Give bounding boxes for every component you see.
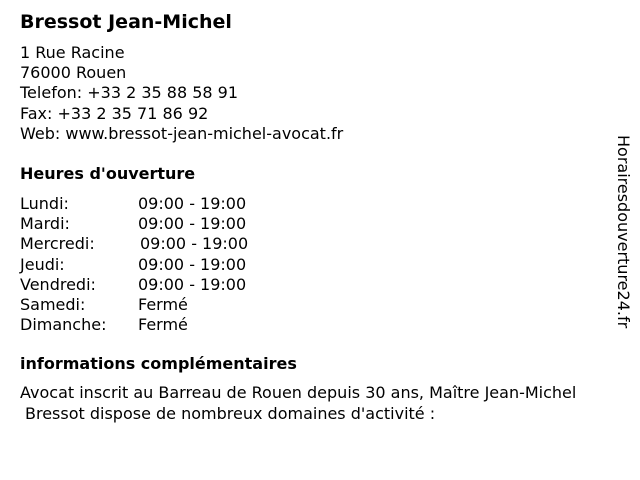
hours-day: Samedi: [20, 294, 86, 314]
hours-time: 09:00 - 19:00 [138, 274, 247, 294]
hours-row-saturday [20, 295, 320, 315]
hours-day: Jeudi: [20, 254, 65, 274]
hours-row-monday [20, 194, 320, 214]
brand-text: Horairesdouverture24.fr [614, 135, 633, 329]
hours-row-tuesday [20, 214, 320, 234]
hours-row-sunday [20, 315, 320, 335]
contact-block [20, 43, 343, 144]
business-name: Bressot Jean-Michel [20, 11, 232, 33]
hours-time: Fermé [138, 315, 188, 335]
info-line: Bressot dispose de nombreux domaines d'activité : [25, 403, 436, 423]
vertical-brand-watermark [612, 135, 634, 345]
phone-number: Telefon: +33 2 35 88 58 91 [20, 83, 239, 103]
hours-day: Mardi: [20, 214, 70, 234]
hours-time: 09:00 - 19:00 [138, 254, 247, 274]
street-address: 1 Rue Racine [20, 43, 125, 62]
hours-day: Lundi: [20, 194, 69, 213]
info-heading: informations complémentaires [20, 354, 297, 373]
hours-day: Mercredi: [20, 234, 95, 254]
hours-day: Vendredi: [20, 274, 96, 294]
hours-time: 09:00 - 19:00 [138, 214, 247, 234]
hours-time: 09:00 - 19:00 [138, 194, 247, 213]
hours-time: Fermé [138, 294, 188, 314]
hours-row-friday [20, 275, 320, 295]
hours-row-thursday [20, 255, 320, 275]
opening-hours-table [20, 194, 320, 335]
website: Web: www.bressot-jean-michel-avocat.fr [20, 123, 344, 143]
info-description [20, 383, 640, 424]
hours-day: Dimanche: [20, 315, 107, 335]
fax-number: Fax: +33 2 35 71 86 92 [20, 103, 209, 123]
hours-heading: Heures d'ouverture [20, 164, 196, 183]
city-address: 76000 Rouen [20, 63, 127, 83]
hours-time: 09:00 - 19:00 [140, 234, 249, 254]
info-line: Avocat inscrit au Barreau de Rouen depuis 30 ans, Maître Jean-Michel [20, 383, 577, 402]
hours-row-wednesday [20, 234, 320, 254]
